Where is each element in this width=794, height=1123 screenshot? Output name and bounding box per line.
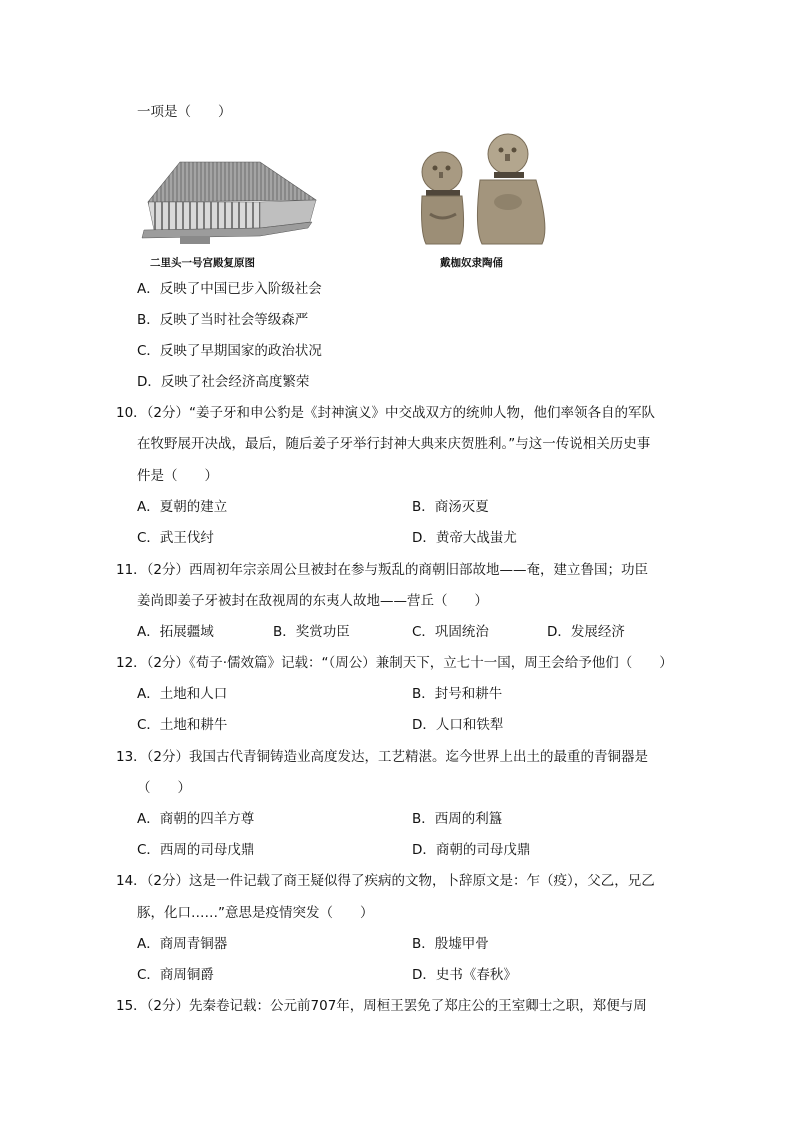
q11-option-a[interactable]: A．拓展疆域 [137,624,214,640]
q10-text-line-3: 件是（ ） [137,468,218,484]
q10-option-d[interactable]: D．黄帝大战蚩尤 [412,530,517,546]
q9-option-d[interactable]: D．反映了社会经济高度繁荣 [137,374,310,390]
q12-option-a[interactable]: A．土地和人口 [137,686,228,702]
q12-option-b[interactable]: B．封号和耕牛 [412,686,503,702]
q9-option-a[interactable]: A．反映了中国已步入阶级社会 [137,281,322,297]
q11-text-line-2: 姜尚即姜子牙被封在敌视周的东夷人故地——营丘（ ） [137,593,488,609]
q15-text-line-1: 15．（2分）先秦卷记载：公元前707年，周桓王罢免了郑庄公的王室卿士之职，郑便与周 [116,998,647,1014]
q14-text-line-2: 豚，化口……”意思是疫情突发（ ） [137,905,374,921]
q9-option-c[interactable]: C．反映了早期国家的政治状况 [137,343,322,359]
q12-option-d[interactable]: D．人口和铁犁 [412,717,504,733]
q13-text-line-2: （ ） [137,780,191,796]
q11-option-b[interactable]: B．奖赏功臣 [273,624,350,640]
q10-option-b[interactable]: B．商汤灭夏 [412,499,489,515]
q14-option-c[interactable]: C．商周铜爵 [137,967,214,983]
q12-option-c[interactable]: C．土地和耕牛 [137,717,228,733]
q13-text-line-1: 13．（2分）我国古代青铜铸造业高度发达，工艺精湛。迄今世界上出土的最重的青铜器是 [116,749,649,765]
q10-option-c[interactable]: C．武王伐纣 [137,530,214,546]
q10-text-line-2: 在牧野展开决战，最后，随后姜子牙举行封神大典来庆贺胜利。”与这一传说相关历史事 [137,436,651,452]
q12-text-line-1: 12．（2分）《荀子·儒效篇》记载：“（周公）兼制天下，立七十一国，周王会给予他们（ ） [116,655,673,671]
q11-option-d[interactable]: D．发展经济 [547,624,625,640]
q11-option-c[interactable]: C．巩固统治 [412,624,489,640]
palace-reconstruction-image [140,158,318,246]
q14-text-line-1: 14．（2分）这是一件记载了商王疑似得了疾病的文物，卜辞原文是：乍（疫），父乙，兄乙 [116,873,655,889]
question-intro: 一项是（ ） [137,104,232,120]
q13-option-c[interactable]: C．西周的司母戊鼎 [137,842,255,858]
q10-text-line-1: 10．（2分）“姜子牙和申公豹是《封神演义》中交战双方的统帅人物，他们率领各自的军队 [116,405,656,421]
q13-option-d[interactable]: D．商朝的司母戊鼎 [412,842,531,858]
palace-caption: 二里头一号宫殿复原图 [150,257,255,269]
q9-option-b[interactable]: B．反映了当时社会等级森严 [137,312,309,328]
q11-text-line-1: 11．（2分）西周初年宗亲周公旦被封在参与叛乱的商朝旧部故地——奄，建立鲁国；功臣 [116,562,649,578]
q14-option-a[interactable]: A．商周青铜器 [137,936,228,952]
q14-option-d[interactable]: D．史书《春秋》 [412,967,517,983]
q13-option-a[interactable]: A．商朝的四羊方尊 [137,811,255,827]
q13-option-b[interactable]: B．西周的利簋 [412,811,503,827]
q14-option-b[interactable]: B．殷墟甲骨 [412,936,489,952]
q10-option-a[interactable]: A．夏朝的建立 [137,499,228,515]
figurine-caption: 戴枷奴隶陶俑 [440,257,503,269]
figurine-image [408,132,548,248]
